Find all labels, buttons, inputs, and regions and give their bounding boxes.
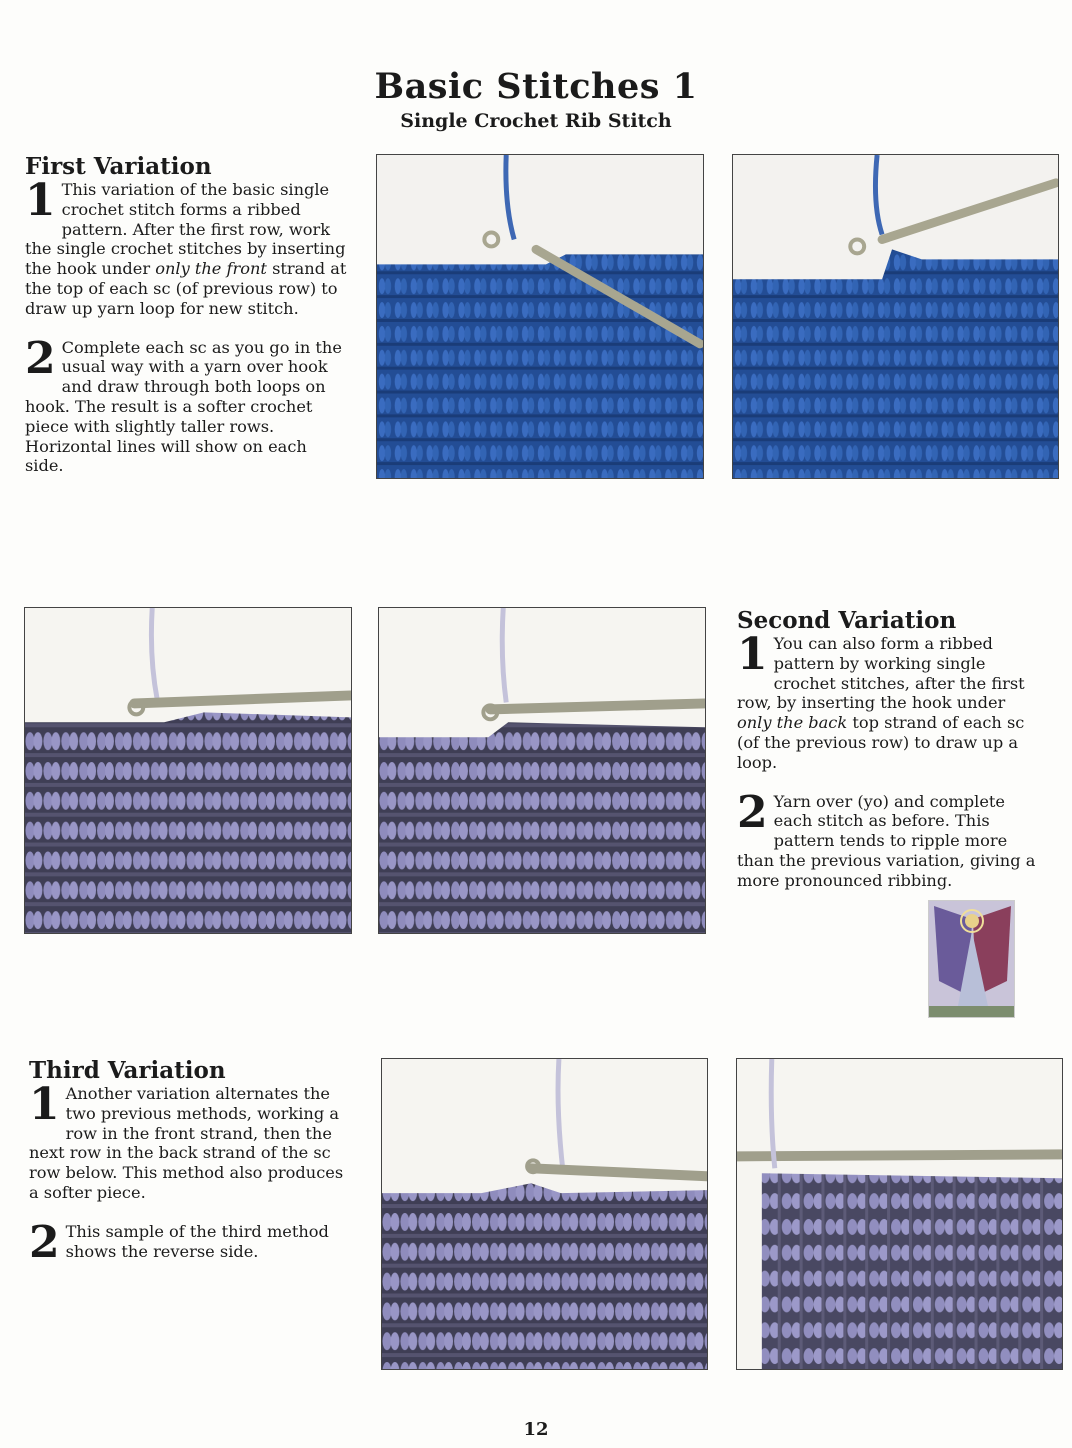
second-variation-section — [737, 607, 1039, 891]
third-variation-heading: Third Variation — [29, 1057, 226, 1084]
photo-third-variation-2 — [736, 1058, 1063, 1370]
third-variation-step-1 — [29, 1079, 347, 1203]
step-number: 2 — [25, 332, 56, 384]
step-emphasis: only the back — [737, 713, 848, 733]
photo-third-variation-1 — [381, 1058, 708, 1370]
third-variation-section — [29, 1057, 347, 1268]
page-subtitle: Single Crochet Rib Stitch — [400, 110, 672, 132]
step-text: Yarn over (yo) and complete each stitch as before. This pattern tends to ripple more than the previous variation, giving a more pronounced ribbing. — [737, 791, 1036, 890]
photo-first-variation-2 — [732, 154, 1059, 479]
step-text: This variation of the basic single crochet stitch forms a ribbed pattern. After the first row, work the single crochet stitches by inserting the hook under — [25, 180, 346, 279]
step-number: 1 — [25, 175, 56, 226]
angel-illustration — [928, 900, 1015, 1018]
step-number: 2 — [29, 1216, 60, 1268]
first-variation-step-2 — [25, 332, 347, 477]
page-title: Basic Stitches 1 — [374, 66, 698, 107]
step-number: 2 — [737, 786, 768, 838]
first-variation-section — [25, 153, 347, 476]
step-text: This sample of the third method shows the reverse side. — [65, 1221, 329, 1261]
step-number: 1 — [29, 1079, 60, 1130]
step-text: Complete each sc as you go in the usual way with a yarn over hook and draw through both loops on hook. The result is a softer crochet piece with slightly taller rows. Horizontal lines will show on each side. — [25, 337, 342, 476]
step-text: top strand of each sc (of the previous row) to draw up a loop. — [737, 713, 1025, 772]
first-variation-heading: First Variation — [25, 153, 212, 180]
third-variation-step-2 — [29, 1216, 347, 1268]
step-emphasis: only the front — [155, 259, 267, 279]
photo-second-variation-2 — [378, 607, 706, 934]
second-variation-step-2 — [737, 786, 1039, 891]
second-variation-heading: Second Variation — [737, 607, 957, 634]
photo-first-variation-1 — [376, 154, 704, 479]
step-text: strand at the top of each sc (of previous row) to draw up yarn loop for new stitch. — [25, 259, 347, 318]
step-text: Another variation alternates the two previous methods, working a row in the front strand, then the next row in the back strand of the sc row below. This method also produces a softer piece. — [29, 1084, 344, 1202]
photo-second-variation-1 — [24, 607, 352, 934]
second-variation-step-1 — [737, 629, 1039, 773]
page-number: 12 — [523, 1419, 549, 1440]
step-text: You can also form a ribbed pattern by working single crochet stitches, after the first row, by inserting the hook under — [737, 634, 1025, 713]
first-variation-step-1 — [25, 175, 347, 319]
step-number: 1 — [737, 629, 768, 680]
